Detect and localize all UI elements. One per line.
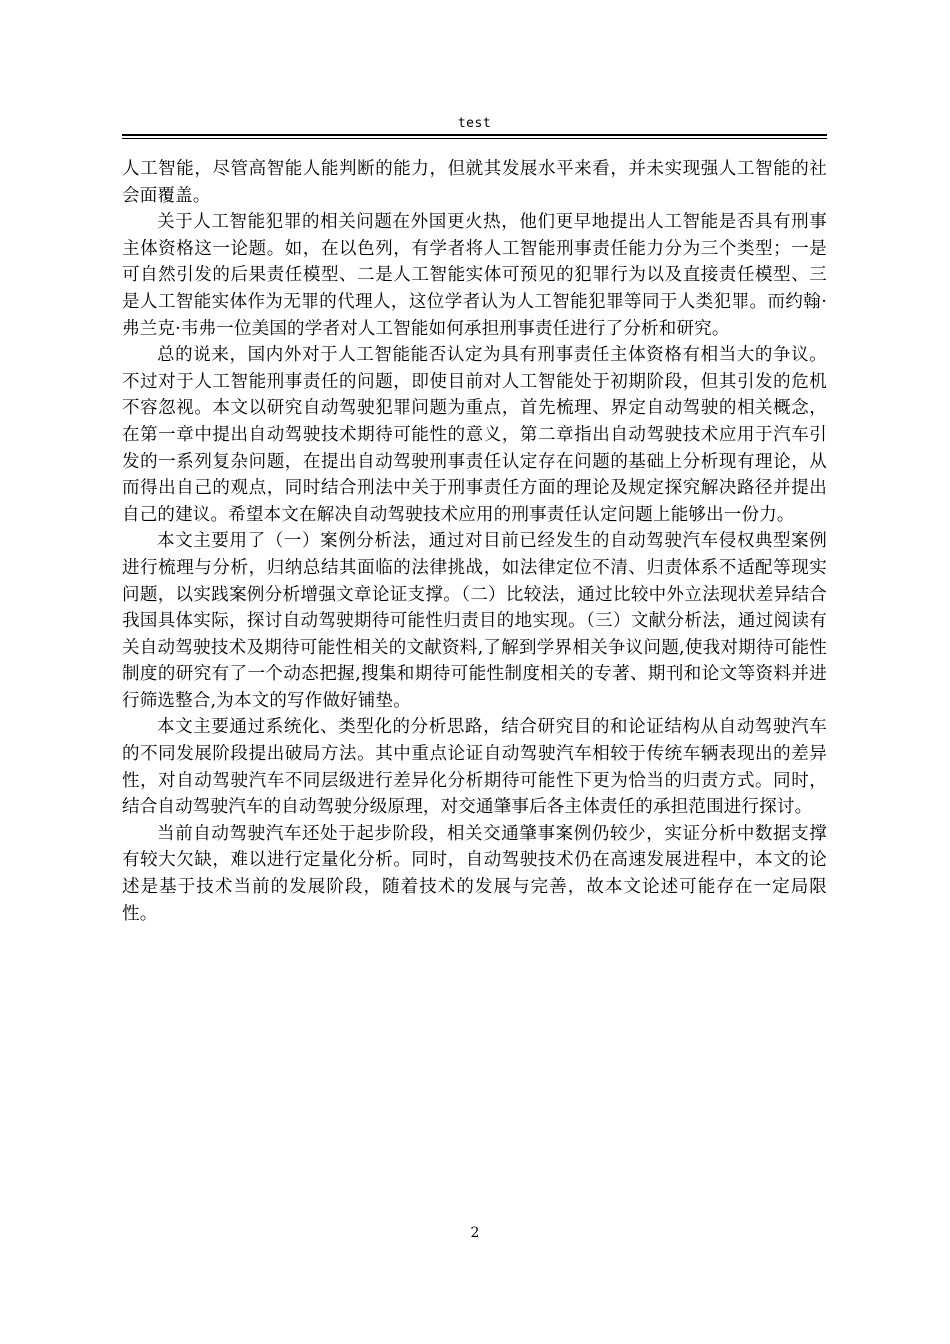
running-header: test — [457, 116, 492, 131]
body-text — [122, 156, 827, 927]
paragraph-summary: 总的说来，国内外对于人工智能能否认定为具有刑事责任主体资格有相当大的争议。不过对于人工智能刑事责任的问题，即使目前对人工智能处于初期阶段，但其引发的危机不容忽视。本文以研究自动驾驶犯罪问题为重点，首先梳理、界定自动驾驶的相关概念，在第一章中提出自动驾驶技术期待可能性的意义，第二章指出自动驾驶技术应用于汽车引发的一系列复杂问题，在提出自动驾驶刑事责任认定存在问题的基础上分析现有理论，从而得出自己的观点，同时结合刑法中关于刑事责任方面的理论及规定探究解决路径并提出自己的建议。希望本文在解决自动驾驶技术应用的刑事责任认定问题上能够出一份力。 — [122, 345, 827, 525]
paragraph-approach: 本文主要通过系统化、类型化的分析思路，结合研究目的和论证结构从自动驾驶汽车的不同发展阶段提出破局方法。其中重点论证自动驾驶汽车相较于传统车辆表现出的差异性，对自动驾驶汽车不同层级进行差异化分析期待可能性下更为恰当的归责方式。同时，结合自动驾驶汽车的自动驾驶分级原理，对交通肇事后各主体责任的承担范围进行探讨。 — [122, 717, 827, 818]
header-rule-thick — [122, 134, 827, 136]
header-rule-thin — [122, 138, 827, 139]
paragraph-continued: 人工智能，尽管高智能人能判断的能力，但就其发展水平来看，并未实现强人工智能的社会面覆盖。 — [122, 159, 827, 206]
page-number: 2 — [470, 1225, 480, 1241]
paragraph-methods: 本文主要用了（一）案例分析法，通过对目前已经发生的自动驾驶汽车侵权典型案例进行梳理与分析，归纳总结其面临的法律挑战，如法律定位不清、归责体系不适配等现实问题，以实践案例分析增强文章论证支撑。（二）比较法，通过比较中外立法现状差异结合我国具体实际，探讨自动驾驶期待可能性归责目的地实现。（三）文献分析法，通过阅读有关自动驾驶技术及期待可能性相关的文献资料,了解到学界相关争议问题,使我对期待可能性制度的研究有了一个动态把握,搜集和期待可能性制度相关的专著、期刊和论文等资料并进行筛选整合,为本文的写作做好铺垫。 — [122, 531, 827, 711]
paragraph-foreign-research: 关于人工智能犯罪的相关问题在外国更火热，他们更早地提出人工智能是否具有刑事主体资格这一论题。如，在以色列，有学者将人工智能刑事责任能力分为三个类型；一是可自然引发的后果责任模型、二是人工智能实体可预见的犯罪行为以及直接责任模型、三是人工智能实体作为无罪的代理人，这位学者认为人工智能犯罪等同于人类犯罪。而约翰·弗兰克·韦弗一位美国的学者对人工智能如何承担刑事责任进行了分析和研究。 — [122, 212, 827, 339]
paragraph-limitations: 当前自动驾驶汽车还处于起步阶段，相关交通肇事案例仍较少，实证分析中数据支撑有较大欠缺，难以进行定量化分析。同时，自动驾驶技术仍在高速发展进程中，本文的论述是基于技术当前的发展阶段，随着技术的发展与完善，故本文论述可能存在一定局限性。 — [122, 823, 827, 924]
